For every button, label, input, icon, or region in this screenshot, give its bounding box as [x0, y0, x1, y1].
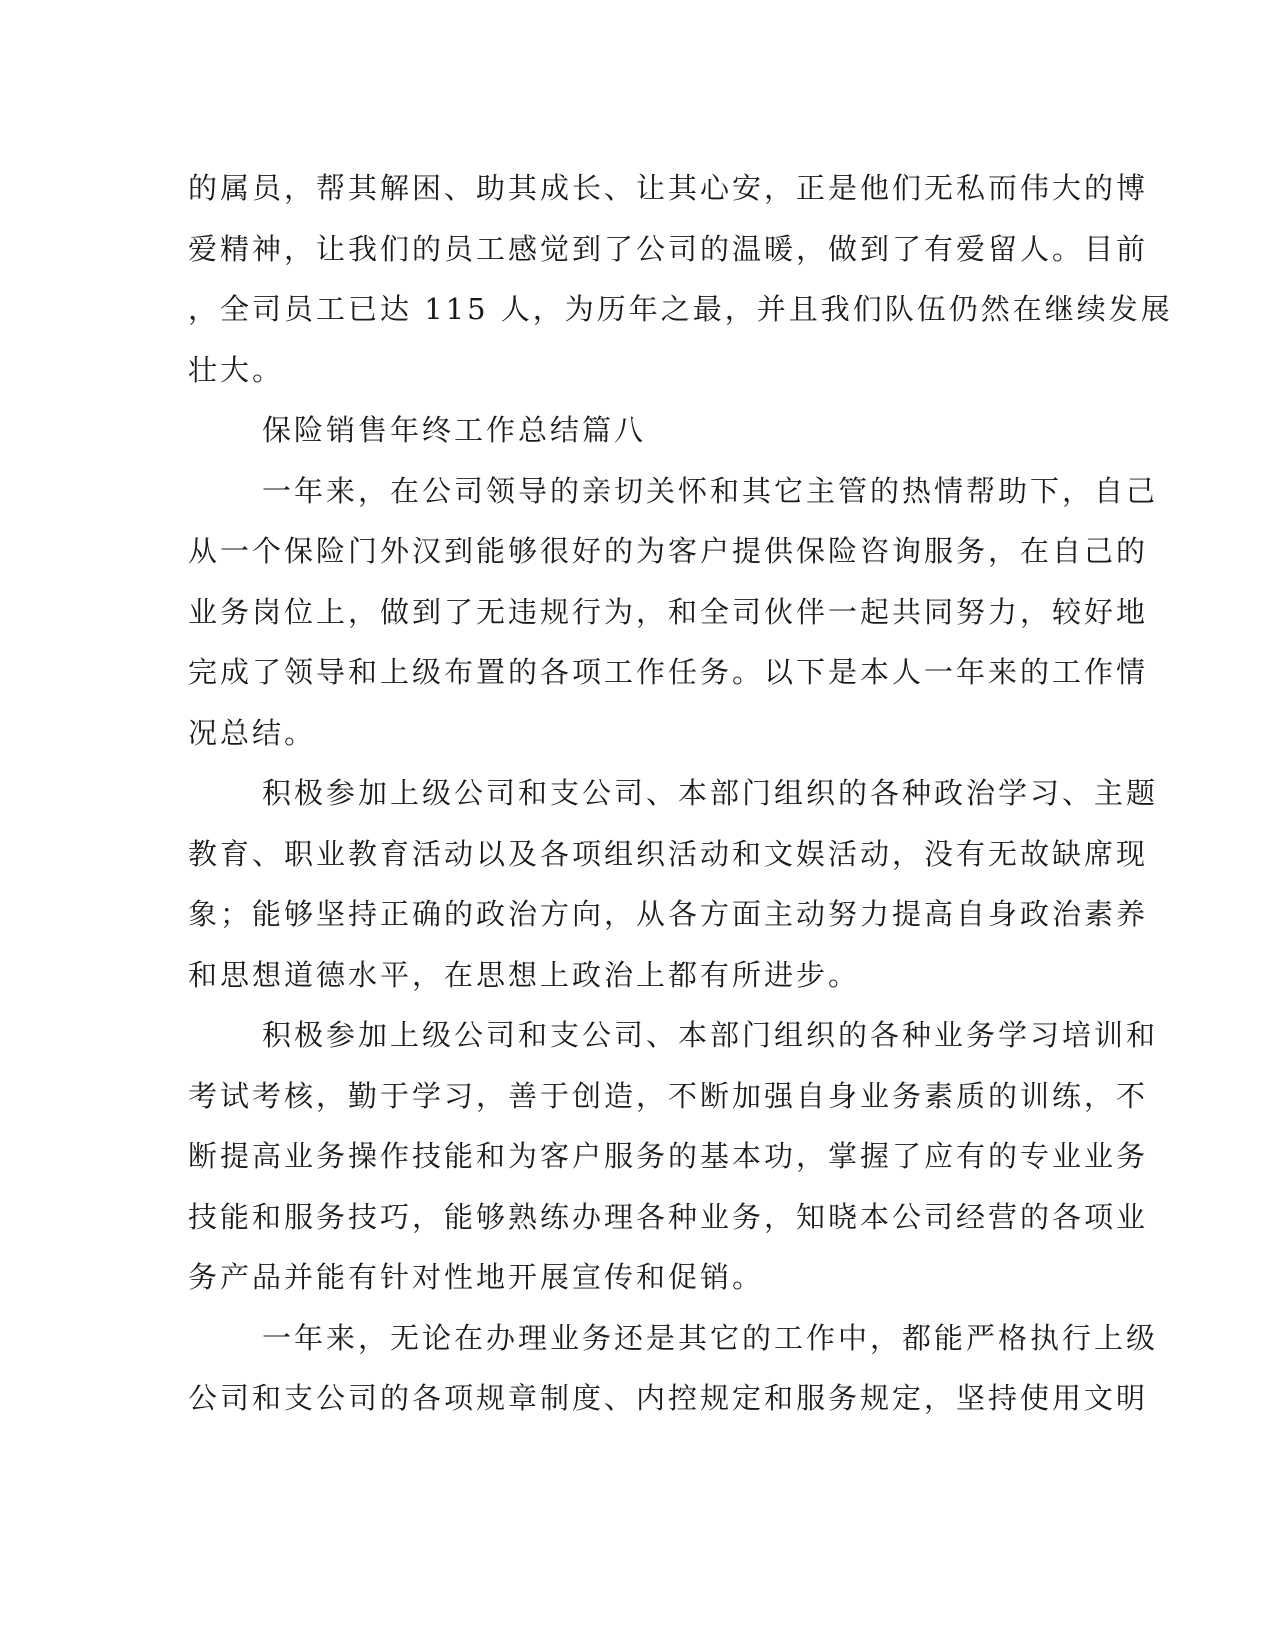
text-line: 和思想道德水平，在思想上政治上都有所进步。: [188, 957, 861, 992]
text-line: ，全司员工已达 115 人，为历年之最，并且我们队伍仍然在继续发展: [188, 292, 1173, 326]
document-body: [188, 158, 1173, 1429]
text-line: 业务岗位上，做到了无违规行为，和全司伙伴一起共同努力，较好地: [188, 594, 1149, 629]
text-line: 积极参加上级公司和支公司、本部门组织的各种业务学习培训和: [262, 1018, 1159, 1052]
text-line: 爱精神，让我们的员工感觉到了公司的温暖，做到了有爱留人。目前: [188, 231, 1149, 266]
text-line: 壮大。: [188, 352, 285, 387]
text-line: 的属员，帮其解困、助其成长、让其心安，正是他们无私而伟大的博: [188, 171, 1149, 205]
text-line: 技能和服务技巧，能够熟练办理各种业务，知晓本公司经营的各项业: [188, 1199, 1149, 1234]
text-line: 一年来，在公司领导的亲切关怀和其它主管的热情帮助下，自己: [262, 473, 1159, 508]
text-line: 完成了领导和上级布置的各项工作任务。以下是本人一年来的工作情: [188, 655, 1149, 689]
text-line: 考试考核，勤于学习，善于创造，不断加强自身业务素质的训练，不: [188, 1078, 1149, 1113]
text-line: 务产品并能有针对性地开展宣传和促销。: [188, 1260, 765, 1294]
text-line: 积极参加上级公司和支公司、本部门组织的各种政治学习、主题: [262, 776, 1159, 810]
text-line: 一年来，无论在办理业务还是其它的工作中，都能严格执行上级: [262, 1320, 1159, 1355]
text-line: 教育、职业教育活动以及各项组织活动和文娱活动，没有无故缺席现: [188, 836, 1149, 871]
text-line: 断提高业务操作技能和为客户服务的基本功，掌握了应有的专业业务: [188, 1139, 1149, 1173]
text-line: 从一个保险门外汉到能够很好的为客户提供保险咨询服务，在自己的: [188, 534, 1149, 568]
text-line: 公司和支公司的各项规章制度、内控规定和服务规定，坚持使用文明: [188, 1381, 1149, 1415]
text-line: 况总结。: [188, 715, 317, 750]
section-heading: 保险销售年终工作总结篇八: [262, 413, 647, 447]
text-line: 象；能够坚持正确的政治方向，从各方面主动努力提高自身政治素养: [188, 897, 1149, 931]
